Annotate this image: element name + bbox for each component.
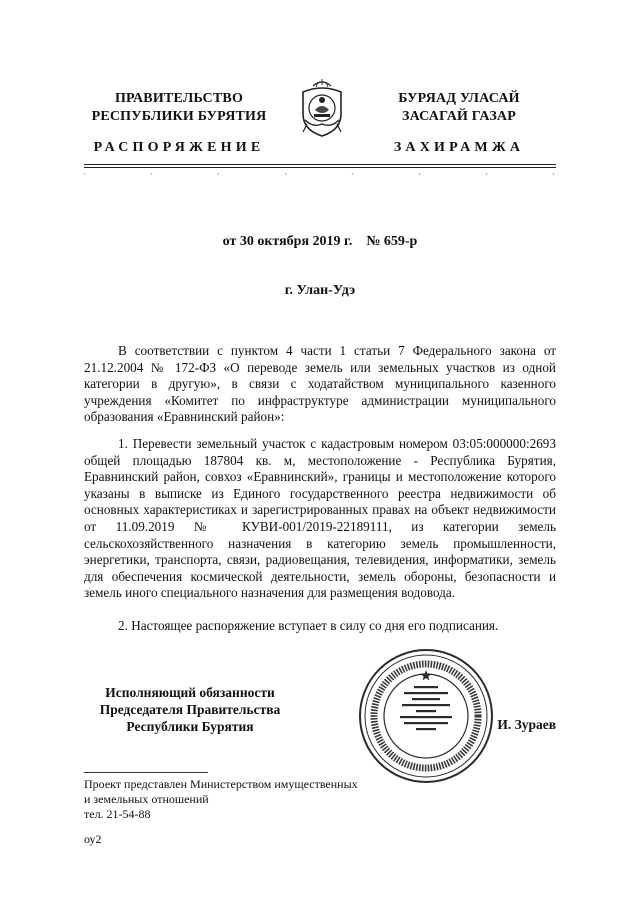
left-title-line2: РЕСПУБЛИКИ БУРЯТИЯ: [91, 109, 267, 124]
left-doc-type: РАСПОРЯЖЕНИЕ: [93, 140, 265, 155]
coat-of-arms-buryatia-icon: [297, 78, 347, 140]
paragraph-2: [84, 436, 556, 602]
right-doc-type: ЗАХИРАМЖА: [393, 140, 525, 155]
position-line2: Председателя Правительства: [99, 702, 281, 717]
official-round-stamp-icon: [356, 646, 496, 786]
paragraph-2-text: 1. Перевести земельный участок с кадастровым номером 03:05:000000:2693 общей площадью 187804 кв. м, местоположение - Республика Бурятия, Еравнинский район, совхоз «Еравнинский», границы и местоположение которого указаны в выписке из Единого государственного реестра недвижимости об основных характеристиках и зарегистрированных правах на объект недвижимости от 11.09.2019 № КУВИ-001/2019-22189111, из категории земель сельскохозяйственного назначения в категорию земель промышленности, энергетики, транспорта, связи, радиовещания, телевидения, информатики, земель для обеспечения космической деятельности, земель обороны, безопасности и земель иного специального назначения для размещения водовода.: [84, 436, 556, 601]
footer-line1: Проект представлен Министерством имущественных: [84, 777, 358, 791]
signatory-position: [84, 684, 296, 735]
footer-code: оу2: [84, 832, 102, 846]
footer-rule: [84, 772, 208, 773]
signer-name: И. Зураев: [497, 717, 556, 732]
position-line1: Исполняющий обязанности: [105, 685, 275, 700]
footer-line2: и земельных отношений: [84, 792, 209, 806]
header-dotted-line: [84, 171, 556, 177]
left-title: [84, 90, 274, 126]
date-number: от 30 октября 2019 г. № 659-р: [222, 234, 418, 249]
paragraph-3: [84, 618, 556, 635]
header-rule-top: [84, 164, 556, 165]
right-title-line2: ЗАСАГАЙ ГАЗАР: [401, 109, 516, 124]
paragraph-1: [84, 343, 556, 426]
position-line3: Республики Бурятия: [126, 719, 254, 734]
paragraph-1-text: В соответствии с пунктом 4 части 1 статьи 7 Федерального закона от 21.12.2004 № 172-ФЗ «О переводе земель или земельных участков из одной категории в другую», в связи с ходатайством муниципального казенного учреждения «Комитет по инфраструктуре администрации муниципального образования «Еравнинский район»:: [84, 343, 556, 425]
footer-note: [84, 777, 464, 822]
right-title: [362, 90, 556, 126]
left-title-line1: ПРАВИТЕЛЬСТВО: [114, 91, 244, 106]
paragraph-3-text: 2. Настоящее распоряжение вступает в силу со дня его подписания.: [118, 618, 499, 633]
header-rule-bottom: [84, 167, 556, 168]
footer-line3: тел. 21-54-88: [84, 807, 151, 821]
city: г. Улан-Удэ: [284, 283, 356, 298]
right-title-line1: БУРЯАД УЛАСАЙ: [398, 91, 520, 106]
